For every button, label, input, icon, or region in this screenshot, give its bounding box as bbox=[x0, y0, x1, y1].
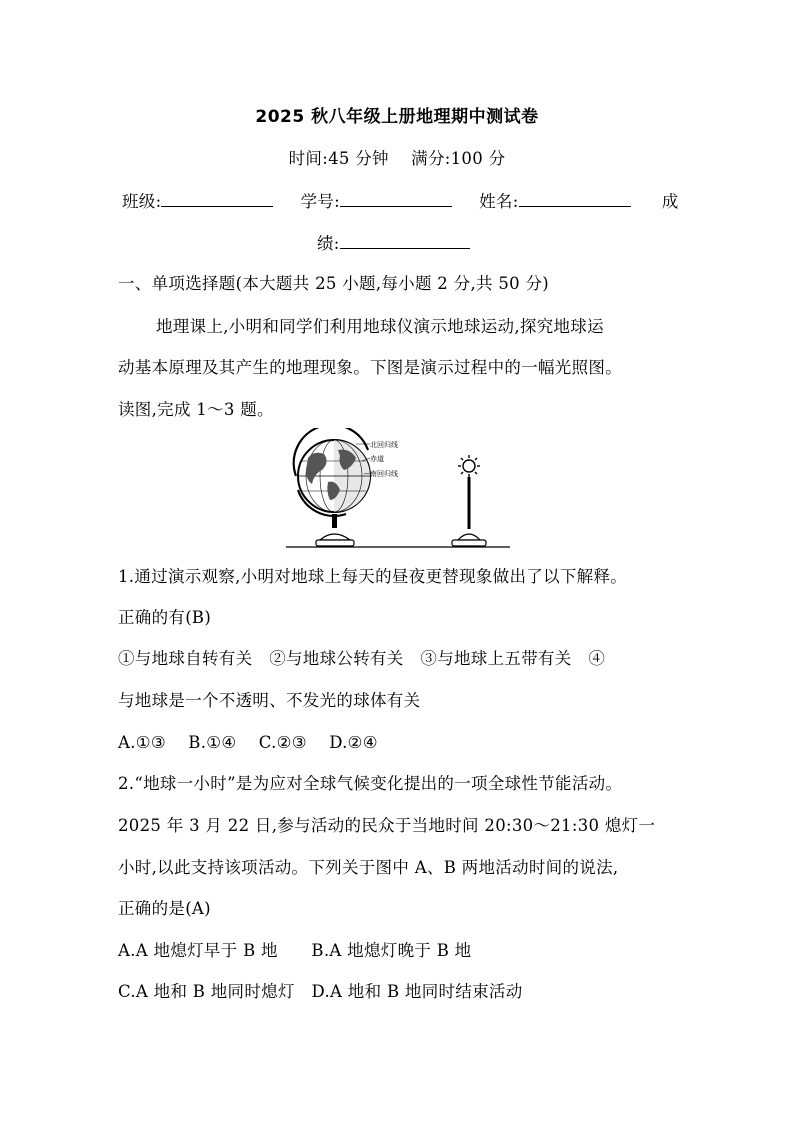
score-label-part1: 成 bbox=[661, 192, 679, 211]
intro-line-1: 地理课上,小明和同学们利用地球仪演示地球运动,探究地球运 bbox=[156, 317, 604, 336]
q2-stem-line-1: 2.“地球一小时”是为应对全球气候变化提出的一项全球性节能活动。 bbox=[118, 774, 623, 793]
score-row bbox=[317, 232, 684, 255]
exam-title: 2025 秋八年级上册地理期中测试卷 bbox=[255, 107, 539, 127]
q2-stem-line-2: 2025 年 3 月 22 日,参与活动的民众于当地时间 20:30～21:30 熄灯一 bbox=[118, 816, 656, 835]
number-label: 学号: bbox=[300, 192, 341, 211]
name-label: 姓名: bbox=[479, 192, 519, 211]
q1-stem-line-1: 1.通过演示观察,小明对地球上每天的昼夜更替现象做出了以下解释。 bbox=[118, 567, 628, 586]
q1-options-line-2: 与地球是一个不透明、不发光的球体有关 bbox=[118, 691, 421, 710]
q1-options-line-1: ①与地球自转有关 ②与地球公转有关 ③与地球上五带有关 ④ bbox=[118, 649, 606, 668]
section1-heading: 一、单项选择题(本大题共 25 小题,每小题 2 分,共 50 分) bbox=[118, 274, 550, 293]
class-label: 班级: bbox=[122, 192, 162, 211]
q1-choices: A.①③ B.①④ C.②③ D.②④ bbox=[118, 733, 378, 752]
globe-illumination-figure bbox=[284, 428, 512, 552]
class-blank[interactable] bbox=[161, 190, 273, 207]
exam-meta: 时间:45 分钟 满分:100 分 bbox=[288, 149, 506, 168]
globe-icon bbox=[294, 428, 370, 546]
label-tropic-capricorn: 南回归线 bbox=[370, 470, 398, 478]
label-tropic-cancer: 北回归线 bbox=[370, 441, 398, 449]
score-blank[interactable] bbox=[340, 232, 470, 249]
q2-stem-line-3: 小时,以此支持该项活动。下列关于图中 A、B 两地活动时间的说法, bbox=[118, 858, 619, 877]
label-equator: 赤道 bbox=[370, 455, 384, 463]
sun-lamp-icon bbox=[452, 455, 486, 546]
intro-line-2: 动基本原理及其产生的地理现象。下图是演示过程中的一幅光照图。 bbox=[118, 358, 622, 377]
q2-stem-line-4: 正确的是(A) bbox=[118, 899, 211, 918]
student-info-row bbox=[122, 190, 684, 213]
intro-line-3: 读图,完成 1～3 题。 bbox=[118, 400, 274, 419]
q2-choices-cd: C.A 地和 B 地同时熄灯 D.A 地和 B 地同时结束活动 bbox=[118, 982, 523, 1001]
name-blank[interactable] bbox=[519, 190, 631, 207]
score-label-part2: 绩: bbox=[317, 234, 340, 253]
q1-stem-line-2: 正确的有(B) bbox=[118, 608, 212, 627]
q2-choices-ab: A.A 地熄灯早于 B 地 B.A 地熄灯晚于 B 地 bbox=[118, 941, 472, 960]
number-blank[interactable] bbox=[340, 190, 452, 207]
